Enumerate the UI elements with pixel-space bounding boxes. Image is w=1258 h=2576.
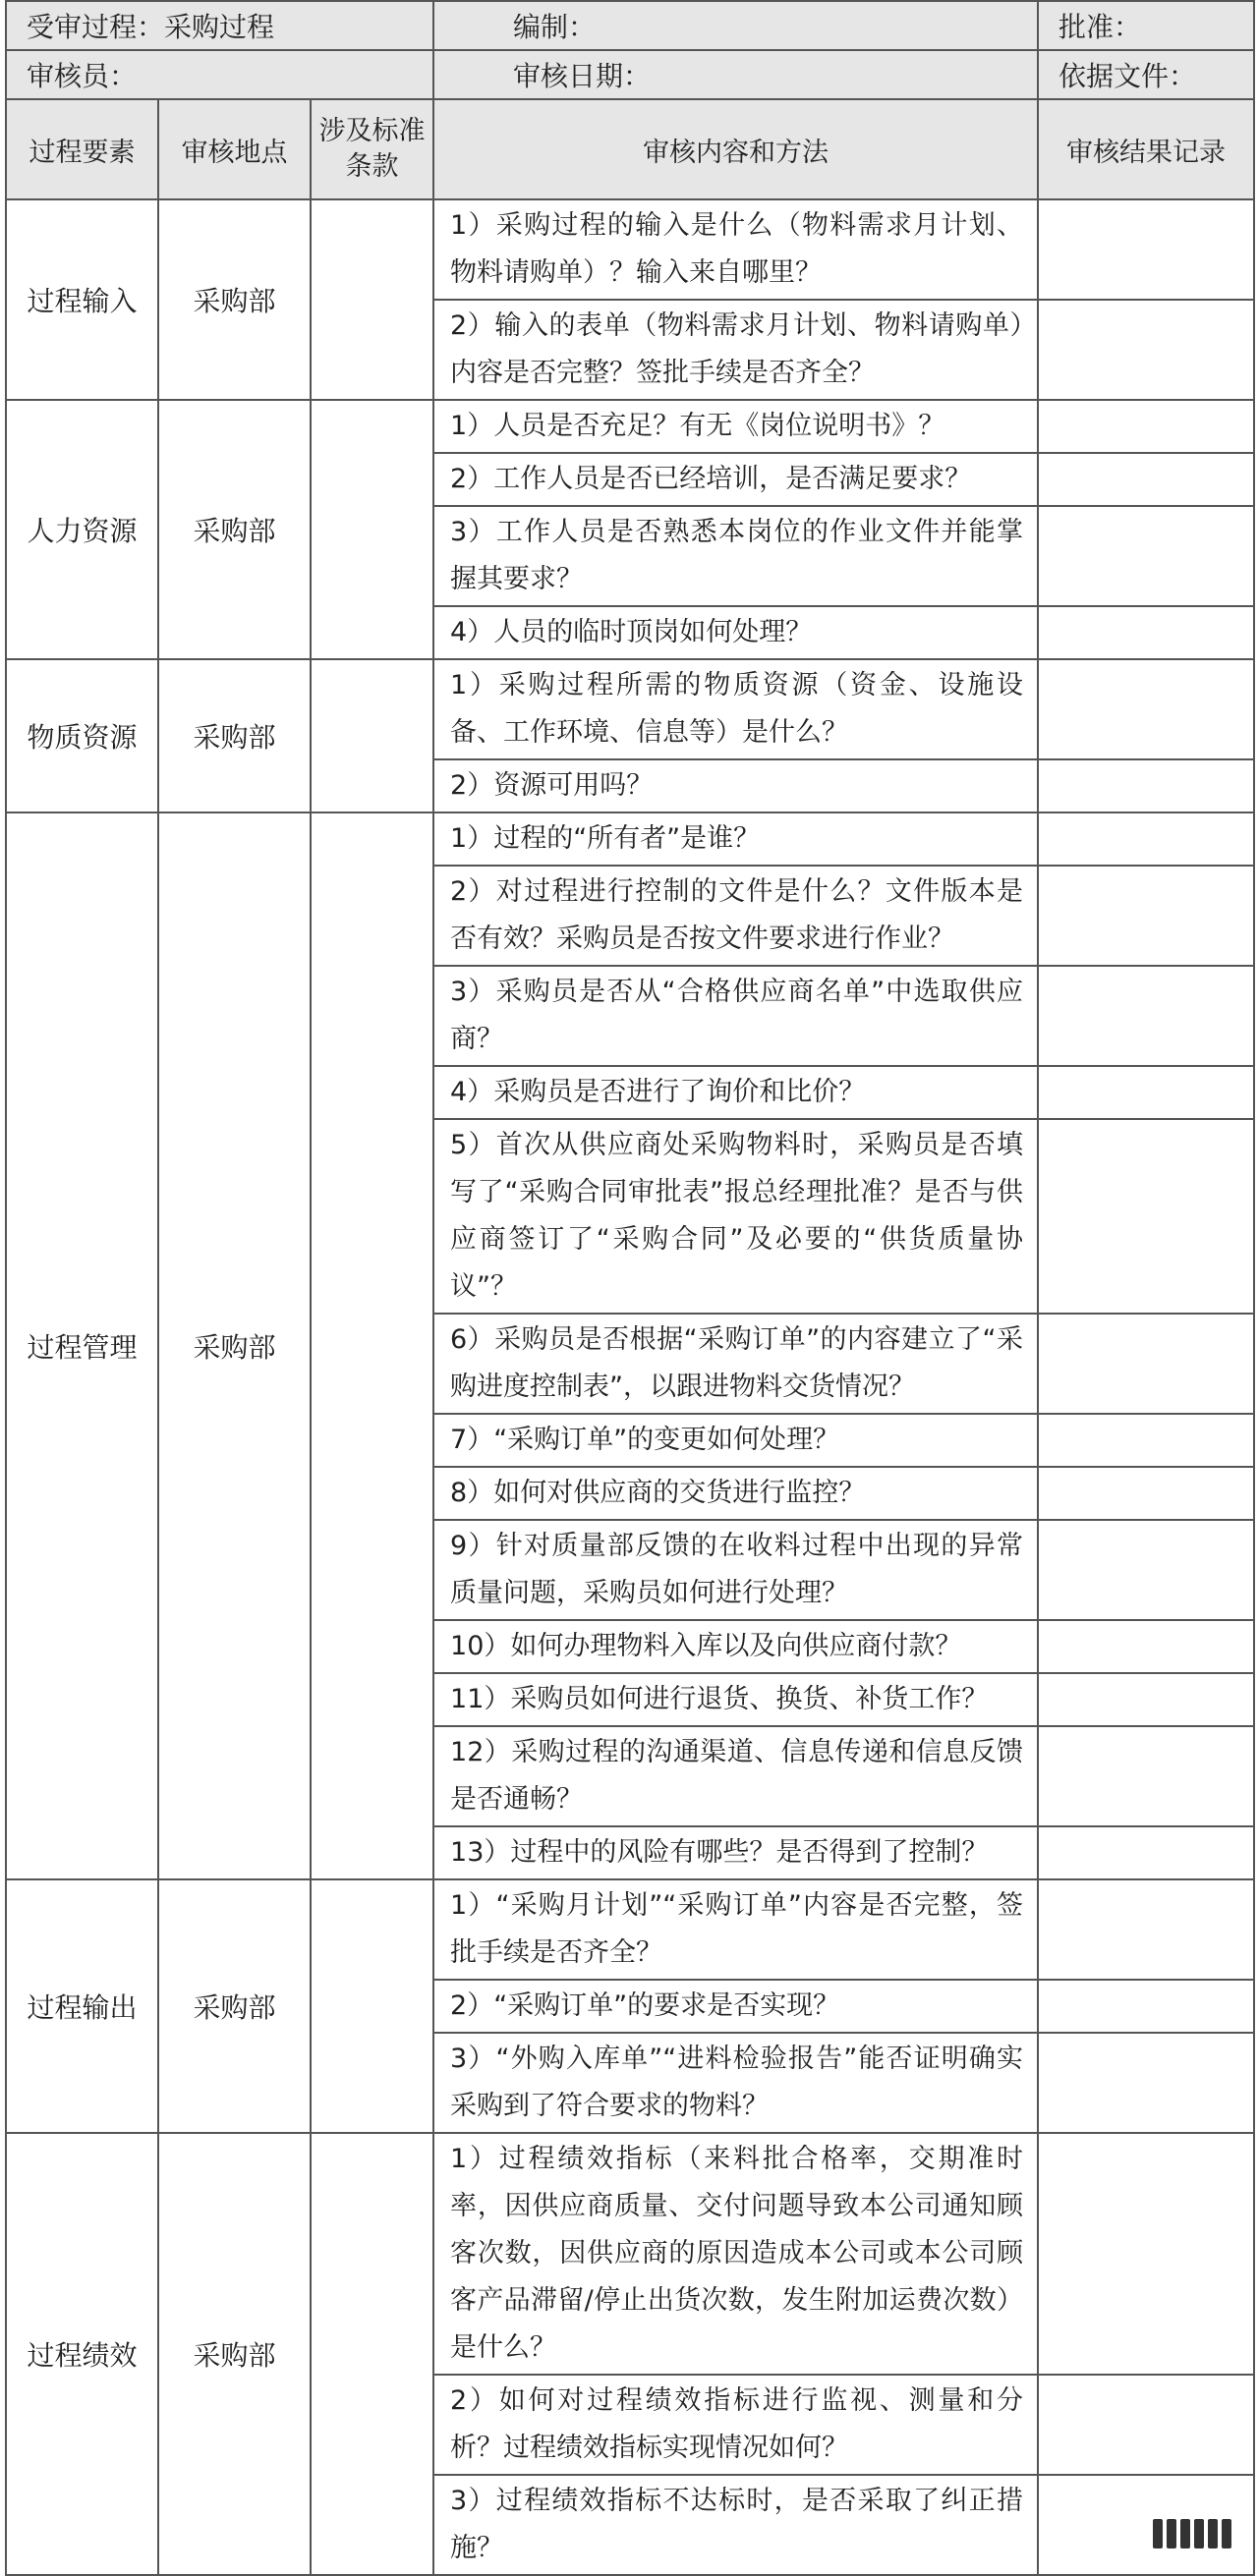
- audit-content-cell: 1）“采购月计划”“采购订单”内容是否完整，签批手续是否齐全？: [433, 1879, 1038, 1980]
- audit-result-cell[interactable]: [1038, 659, 1254, 759]
- audit-content-cell: 1）采购过程的输入是什么（物料需求月计划、物料请购单）？输入来自哪里？: [433, 199, 1038, 300]
- audit-result-cell[interactable]: [1038, 966, 1254, 1066]
- audited-process-label: 受审过程：采购过程: [6, 1, 433, 50]
- audit-result-cell[interactable]: [1038, 199, 1254, 300]
- audit-content-cell: 13）过程中的风险有哪些？是否得到了控制？: [433, 1826, 1038, 1879]
- table-row: [6, 659, 1254, 759]
- audit-location-cell: 采购部: [158, 1879, 311, 2133]
- audit-content-cell: 2）资源可用吗？: [433, 759, 1038, 812]
- audit-result-cell[interactable]: [1038, 1314, 1254, 1414]
- table-row: [6, 2133, 1254, 2375]
- audit-content-cell: 11）采购员如何进行退货、换货、补货工作？: [433, 1673, 1038, 1726]
- audit-location-cell: 采购部: [158, 199, 311, 400]
- audit-date-label: 审核日期：: [433, 50, 1038, 99]
- audit-result-cell[interactable]: [1038, 506, 1254, 606]
- audit-result-cell[interactable]: [1038, 300, 1254, 400]
- audit-result-cell[interactable]: [1038, 606, 1254, 659]
- prepared-by-label: 编制：: [433, 1, 1038, 50]
- column-header-row: [6, 99, 1254, 199]
- audit-content-cell: 3）过程绩效指标不达标时，是否采取了纠正措施？: [433, 2475, 1038, 2575]
- audit-content-cell: 3）“外购入库单”“进料检验报告”能否证明确实采购到了符合要求的物料？: [433, 2033, 1038, 2133]
- approved-by-label: 批准：: [1038, 1, 1254, 50]
- audit-result-cell[interactable]: [1038, 1066, 1254, 1119]
- audit-result-cell[interactable]: [1038, 1520, 1254, 1620]
- audit-content-cell: 1）过程绩效指标（来料批合格率，交期准时率，因供应商质量、交付问题导致本公司通知顾客次数，因供应商的原因造成本公司或本公司顾客产品滞留/停止出货次数，发生附加运费次数）是什么？: [433, 2133, 1038, 2375]
- audit-result-cell[interactable]: [1038, 453, 1254, 506]
- basis-document-label: 依据文件：: [1038, 50, 1254, 99]
- auditor-label: 审核员：: [6, 50, 433, 99]
- audit-result-cell[interactable]: [1038, 1467, 1254, 1520]
- audit-location-cell: 采购部: [158, 812, 311, 1879]
- audit-result-cell[interactable]: [1038, 400, 1254, 453]
- process-element-cell: 过程输入: [6, 199, 158, 400]
- audit-result-cell[interactable]: [1038, 812, 1254, 866]
- table-row: [6, 1879, 1254, 1980]
- col-header-result: 审核结果记录: [1038, 99, 1254, 199]
- watermark-icon: [1153, 2519, 1231, 2548]
- audit-result-cell[interactable]: [1038, 2033, 1254, 2133]
- audit-location-cell: 采购部: [158, 659, 311, 812]
- audit-content-cell: 2）输入的表单（物料需求月计划、物料请购单）内容是否完整？签批手续是否齐全？: [433, 300, 1038, 400]
- audit-content-cell: 4）人员的临时顶岗如何处理？: [433, 606, 1038, 659]
- standard-clause-cell: [311, 400, 433, 659]
- header-row-1: [6, 1, 1254, 50]
- audit-content-cell: 4）采购员是否进行了询价和比价？: [433, 1066, 1038, 1119]
- audit-content-cell: 2）“采购订单”的要求是否实现？: [433, 1980, 1038, 2033]
- audit-result-cell[interactable]: [1038, 2375, 1254, 2475]
- table-row: [6, 199, 1254, 300]
- audit-content-cell: 7）“采购订单”的变更如何处理？: [433, 1414, 1038, 1467]
- audit-result-cell[interactable]: [1038, 2133, 1254, 2375]
- audit-content-cell: 1）采购过程所需的物质资源（资金、设施设备、工作环境、信息等）是什么？: [433, 659, 1038, 759]
- audit-result-cell[interactable]: [1038, 866, 1254, 966]
- standard-clause-cell: [311, 199, 433, 400]
- standard-clause-cell: [311, 1879, 433, 2133]
- col-header-element: 过程要素: [6, 99, 158, 199]
- col-header-content: 审核内容和方法: [433, 99, 1038, 199]
- audit-result-cell[interactable]: [1038, 1673, 1254, 1726]
- audit-result-cell[interactable]: [1038, 1726, 1254, 1826]
- audit-checklist-table: [5, 0, 1255, 2576]
- audit-result-cell[interactable]: [1038, 1414, 1254, 1467]
- audit-location-cell: 采购部: [158, 400, 311, 659]
- standard-clause-cell: [311, 659, 433, 812]
- audit-result-cell[interactable]: [1038, 1620, 1254, 1673]
- process-element-cell: 过程绩效: [6, 2133, 158, 2575]
- audit-content-cell: 9）针对质量部反馈的在收料过程中出现的异常质量问题，采购员如何进行处理？: [433, 1520, 1038, 1620]
- audit-content-cell: 5）首次从供应商处采购物料时，采购员是否填写了“采购合同审批表”报总经理批准？是否与供应商签订了“采购合同”及必要的“供货质量协议”？: [433, 1119, 1038, 1314]
- audit-result-cell[interactable]: [1038, 1980, 1254, 2033]
- table-row: [6, 812, 1254, 866]
- audit-result-cell[interactable]: [1038, 1879, 1254, 1980]
- process-element-cell: 物质资源: [6, 659, 158, 812]
- col-header-location: 审核地点: [158, 99, 311, 199]
- standard-clause-cell: [311, 2133, 433, 2575]
- audit-checklist-sheet: [5, 0, 1253, 2576]
- audit-location-cell: 采购部: [158, 2133, 311, 2575]
- header-row-2: [6, 50, 1254, 99]
- audit-content-cell: 12）采购过程的沟通渠道、信息传递和信息反馈是否通畅？: [433, 1726, 1038, 1826]
- audit-content-cell: 2）对过程进行控制的文件是什么？文件版本是否有效？采购员是否按文件要求进行作业？: [433, 866, 1038, 966]
- audit-result-cell[interactable]: [1038, 759, 1254, 812]
- audit-content-cell: 3）采购员是否从“合格供应商名单”中选取供应商？: [433, 966, 1038, 1066]
- audit-content-cell: 2）如何对过程绩效指标进行监视、测量和分析？过程绩效指标实现情况如何？: [433, 2375, 1038, 2475]
- audit-result-cell[interactable]: [1038, 1826, 1254, 1879]
- audit-result-cell[interactable]: [1038, 1119, 1254, 1314]
- audit-content-cell: 1）人员是否充足？有无《岗位说明书》？: [433, 400, 1038, 453]
- table-row: [6, 400, 1254, 453]
- process-element-cell: 过程输出: [6, 1879, 158, 2133]
- audit-content-cell: 10）如何办理物料入库以及向供应商付款？: [433, 1620, 1038, 1673]
- table-body: [6, 1, 1254, 2575]
- col-header-clause: 涉及标准条款: [311, 99, 433, 199]
- audit-content-cell: 6）采购员是否根据“采购订单”的内容建立了“采购进度控制表”，以跟进物料交货情况？: [433, 1314, 1038, 1414]
- process-element-cell: 人力资源: [6, 400, 158, 659]
- process-element-cell: 过程管理: [6, 812, 158, 1879]
- audit-content-cell: 8）如何对供应商的交货进行监控？: [433, 1467, 1038, 1520]
- standard-clause-cell: [311, 812, 433, 1879]
- audit-content-cell: 1）过程的“所有者”是谁？: [433, 812, 1038, 866]
- audit-content-cell: 3）工作人员是否熟悉本岗位的作业文件并能掌握其要求？: [433, 506, 1038, 606]
- audit-content-cell: 2）工作人员是否已经培训，是否满足要求？: [433, 453, 1038, 506]
